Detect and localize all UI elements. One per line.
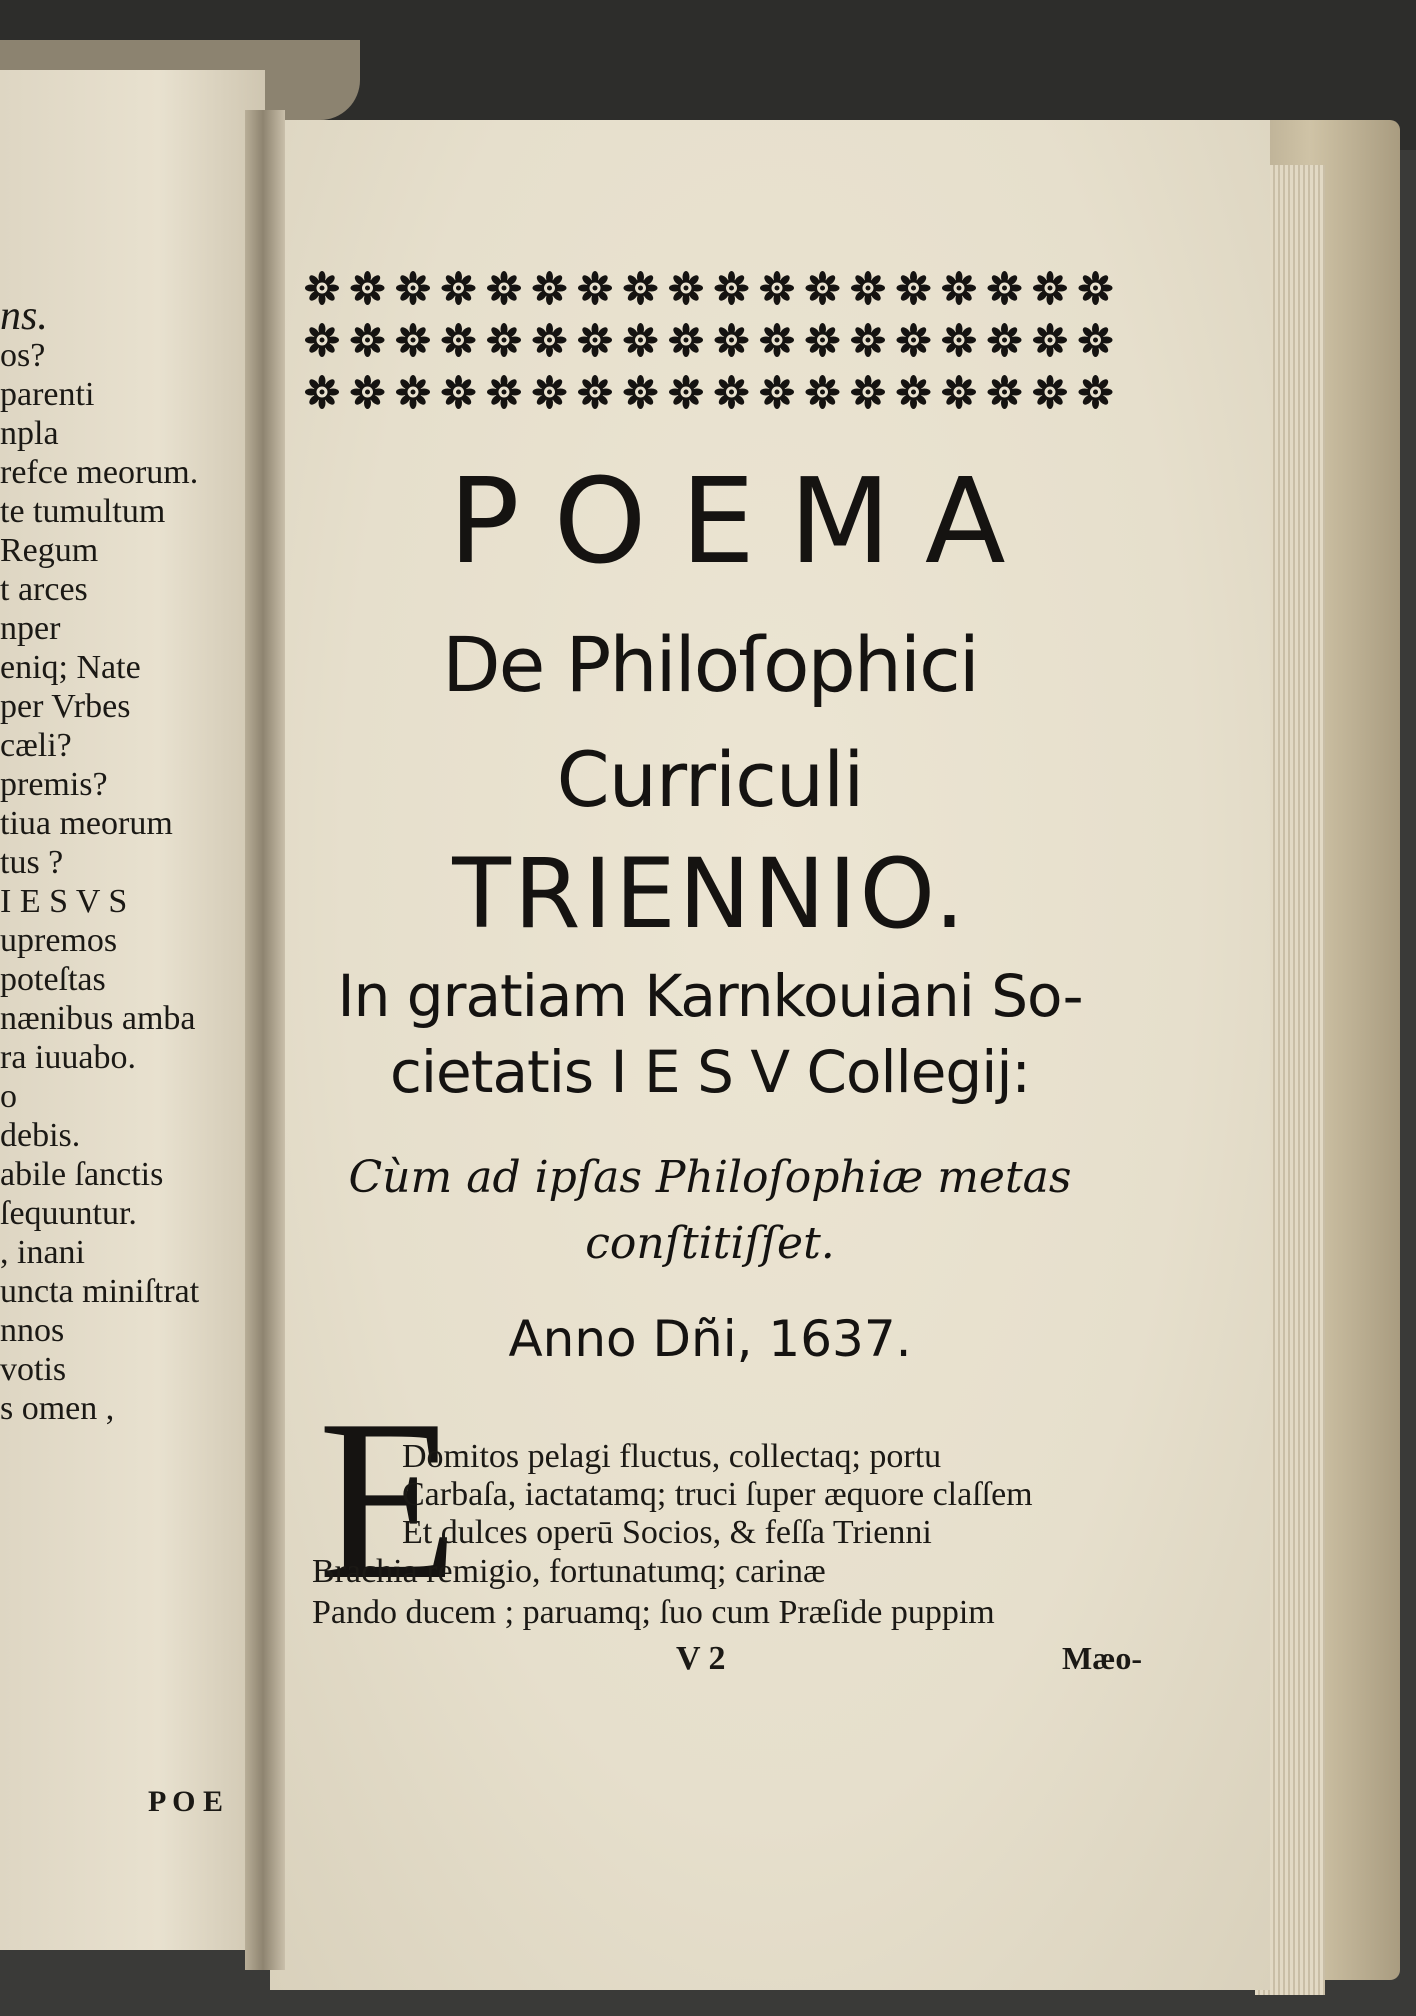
- verse-line: Brachia remigio, fortunatumq; carinæ: [312, 1553, 826, 1590]
- subtitle-line-2: conſtitiſſet.: [585, 1218, 835, 1269]
- left-page-line: o: [0, 1078, 17, 1115]
- signature-mark: V 2: [676, 1640, 726, 1677]
- left-page-line: premis?: [0, 766, 108, 803]
- left-page-line: te tumultum: [0, 493, 166, 530]
- verse-line: Carbaſa, iactatamq; truci ſuper æquore claſſem: [402, 1476, 1033, 1513]
- left-page-line: refce meorum.: [0, 454, 199, 491]
- fleuron-icon: [1079, 271, 1113, 305]
- fleuron-icon: [806, 375, 840, 409]
- fleuron-icon: [669, 375, 703, 409]
- left-page-line: t arces: [0, 571, 88, 608]
- verse-line: Domitos pelagi fluctus, collectaq; portu: [402, 1438, 942, 1475]
- fleuron-icon: [1033, 271, 1067, 305]
- fleuron-icon: [897, 271, 931, 305]
- left-page-line: upremos: [0, 922, 118, 959]
- fleuron-icon: [897, 375, 931, 409]
- left-page-line: debis.: [0, 1117, 81, 1154]
- fleuron-icon: [942, 375, 976, 409]
- left-page-line: parenti: [0, 376, 95, 413]
- title-line-6: cietatis I E S V Collegij:: [390, 1038, 1030, 1106]
- fleuron-icon: [305, 271, 339, 305]
- fleuron-icon: [942, 271, 976, 305]
- left-page-line: nper: [0, 610, 61, 647]
- fleuron-icon: [669, 271, 703, 305]
- fleuron-icon: [351, 271, 385, 305]
- subtitle-line-1: Cùm ad ipſas Philoſophiæ metas: [348, 1152, 1072, 1203]
- left-page-line: cæli?: [0, 727, 72, 764]
- fleuron-icon: [442, 375, 476, 409]
- fleuron-icon: [624, 323, 658, 357]
- fleuron-icon: [897, 323, 931, 357]
- fleuron-icon: [851, 323, 885, 357]
- title-poema: POEMA: [448, 452, 1040, 590]
- fleuron-icon: [715, 271, 749, 305]
- left-page-line: abile ſanctis: [0, 1156, 164, 1193]
- fleuron-icon: [806, 323, 840, 357]
- left-page-line: s omen ,: [0, 1390, 115, 1427]
- fleuron-icon: [806, 271, 840, 305]
- fleuron-icon: [760, 375, 794, 409]
- fleuron-icon: [396, 375, 430, 409]
- fleuron-icon: [715, 323, 749, 357]
- fleuron-icon: [1033, 375, 1067, 409]
- left-page-line: ſequuntur.: [0, 1195, 137, 1232]
- fleuron-icon: [533, 375, 567, 409]
- left-page-line: poteſtas: [0, 961, 106, 998]
- fleuron-icon: [988, 271, 1022, 305]
- left-page-line: , inani: [0, 1234, 85, 1271]
- fleuron-icon: [442, 271, 476, 305]
- verse-line: Et dulces operū Socios, & feſſa Trienni: [402, 1514, 932, 1551]
- title-triennio: TRIENNIO.: [452, 838, 968, 950]
- left-page-line: votis: [0, 1351, 67, 1388]
- fleuron-icon: [305, 375, 339, 409]
- fleuron-icon: [1079, 375, 1113, 409]
- fleuron-icon: [487, 323, 521, 357]
- fleuron-icon: [988, 375, 1022, 409]
- fleuron-icon: [533, 271, 567, 305]
- fleuron-icon: [851, 375, 885, 409]
- date-line: Anno Dñi, 1637.: [508, 1310, 912, 1368]
- fleuron-icon: [942, 323, 976, 357]
- left-page-line: uncta miniſtrat: [0, 1273, 200, 1310]
- left-page-line: ra iuuabo.: [0, 1039, 136, 1076]
- fleuron-icon: [578, 323, 612, 357]
- fleuron-icon: [442, 323, 476, 357]
- left-page-line: I E S V S: [0, 883, 128, 920]
- fleuron-icon: [1079, 323, 1113, 357]
- left-page-line: tus ?: [0, 844, 64, 881]
- fleuron-icon: [578, 271, 612, 305]
- drop-cap: E: [318, 1372, 459, 1627]
- left-page-line: per Vrbes: [0, 688, 131, 725]
- verse-line: Pando ducem ; paruamq; ſuo cum Præſide puppim: [312, 1594, 995, 1631]
- fleuron-icon: [578, 375, 612, 409]
- fleuron-icon: [487, 375, 521, 409]
- left-page-line: tiua meorum: [0, 805, 173, 842]
- fleuron-icon: [396, 323, 430, 357]
- fleuron-icon: [715, 375, 749, 409]
- fleuron-icon: [851, 271, 885, 305]
- left-page-line: npla: [0, 415, 59, 452]
- fleuron-icon: [760, 271, 794, 305]
- fleuron-icon: [988, 323, 1022, 357]
- left-page-text: [0, 336, 260, 1428]
- fleuron-icon: [533, 323, 567, 357]
- title-line-3: Curriculi: [556, 735, 864, 824]
- fleuron-icon: [624, 375, 658, 409]
- fleuron-icon: [624, 271, 658, 305]
- left-page-line: nnos: [0, 1312, 65, 1349]
- fleuron-icon: [669, 323, 703, 357]
- fleuron-icon: [396, 271, 430, 305]
- fleuron-icon: [351, 375, 385, 409]
- fleuron-icon: [1033, 323, 1067, 357]
- fleuron-icon: [351, 323, 385, 357]
- catchword: Mæo-: [1062, 1640, 1142, 1676]
- fleuron-icon: [305, 323, 339, 357]
- left-catchword: P O E: [148, 1785, 224, 1818]
- left-page-line: eniq; Nate: [0, 649, 141, 686]
- fleuron-icon: [760, 323, 794, 357]
- left-page-header: ns.: [0, 293, 48, 339]
- left-page-line: nænibus amba: [0, 1000, 196, 1037]
- title-line-5: In gratiam Karnkouiani So-: [337, 962, 1083, 1030]
- left-page-line: os?: [0, 337, 46, 374]
- ornament-band: [300, 262, 1120, 422]
- title-line-2: De Philoſophici: [442, 620, 978, 709]
- fleuron-icon: [487, 271, 521, 305]
- left-page-line: Regum: [0, 532, 99, 569]
